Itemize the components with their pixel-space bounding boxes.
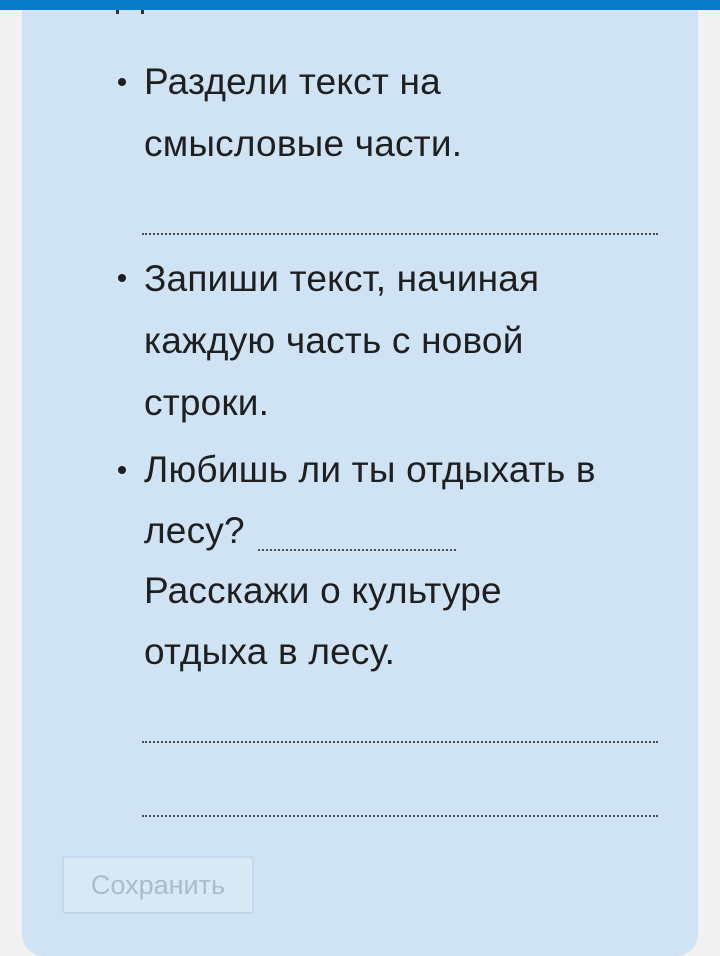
instruction-text: Любишь ли ты отдыхать в xyxy=(144,449,596,490)
bullet-icon xyxy=(118,78,126,86)
instruction-text: отдыха в лесу. xyxy=(144,631,396,672)
instruction-text: Расскажи о культуре xyxy=(144,570,502,611)
bullet-icon xyxy=(118,274,126,282)
instruction-text: строки. xyxy=(144,382,270,423)
cut-off-text-fragment xyxy=(141,10,144,14)
instruction-text: лесу? xyxy=(144,510,245,551)
cut-off-text-fragment xyxy=(116,10,119,14)
answer-line[interactable] xyxy=(142,233,658,235)
task-card xyxy=(22,10,698,956)
save-button[interactable]: Сохранить xyxy=(62,856,254,914)
instruction-text: Раздели текст на xyxy=(144,61,441,102)
top-accent-bar xyxy=(0,0,720,10)
instruction-text: смысловые части. xyxy=(144,123,463,164)
answer-line[interactable] xyxy=(142,741,658,743)
bullet-icon xyxy=(118,466,126,474)
inline-answer-line[interactable] xyxy=(258,549,456,551)
instruction-text: каждую часть с новой xyxy=(144,320,524,361)
answer-line[interactable] xyxy=(142,815,658,817)
instruction-text: Запиши текст, начиная xyxy=(144,258,540,299)
